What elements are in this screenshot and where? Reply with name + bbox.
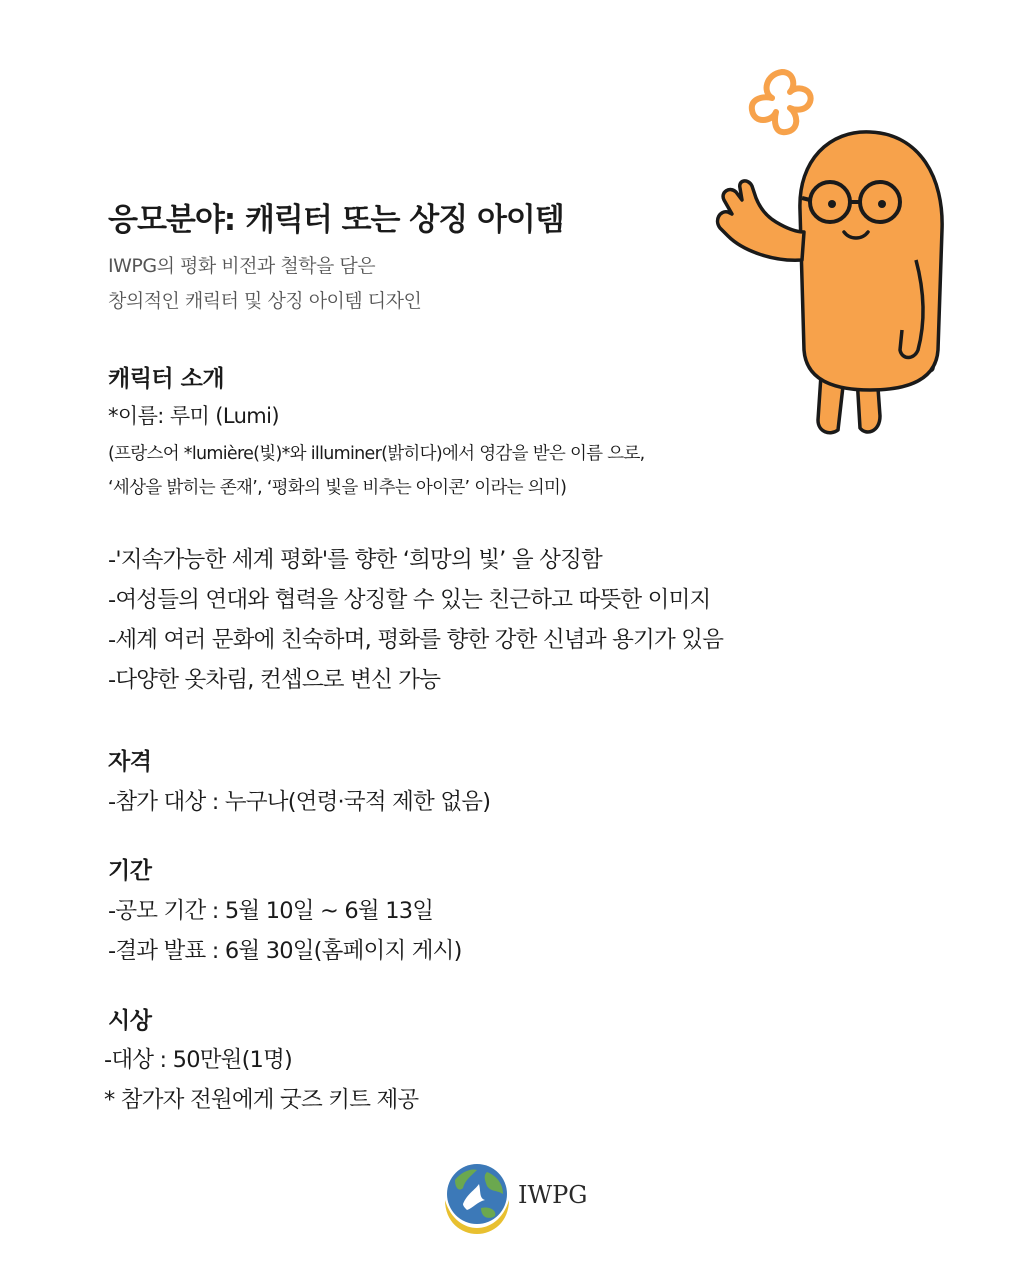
period-heading: 기간 — [108, 858, 152, 884]
character-point: -여성들의 연대와 협력을 상징할 수 있는 친근하고 따뜻한 이미지 — [108, 587, 711, 613]
flower-sparkle-icon — [752, 72, 811, 132]
eligibility-heading: 자격 — [108, 749, 152, 775]
character-point: -다양한 옷차림, 컨셉으로 변신 가능 — [108, 667, 441, 693]
eligibility-line: -참가 대상 : 누구나(연령·국적 제한 없음) — [108, 789, 491, 815]
name-origin-line-1: (프랑스어 *lumière(빛)*와 illuminer(밝히다)에서 영감을 받은 이름 으로, — [108, 444, 645, 464]
character-intro-heading: 캐릭터 소개 — [108, 366, 225, 392]
awards-line: * 참가자 전원에게 굿즈 키트 제공 — [104, 1087, 419, 1113]
page-title: 응모분야: 캐릭터 또는 상징 아이템 — [108, 202, 564, 238]
period-line: -결과 발표 : 6월 30일(홈페이지 게시) — [108, 938, 462, 964]
logo-text: IWPG — [518, 1181, 588, 1209]
lumi-character-illustration — [680, 60, 980, 450]
name-origin-line-2: ‘세상을 밝히는 존재’, ‘평화의 빛을 비추는 아이콘’ 이라는 의미) — [108, 478, 567, 498]
subtitle-line-1: IWPG의 평화 비전과 철학을 담은 — [108, 255, 376, 277]
character-name: *이름: 루미 (Lumi) — [108, 404, 279, 428]
subtitle-line-2: 창의적인 캐릭터 및 상징 아이템 디자인 — [108, 290, 422, 312]
character-point: -'지속가능한 세계 평화'를 향한 ‘희망의 빛’ 을 상징함 — [108, 547, 602, 573]
iwpg-globe-dove-logo — [441, 1158, 513, 1236]
character-point: -세계 여러 문화에 친숙하며, 평화를 향한 강한 신념과 용기가 있음 — [108, 627, 724, 653]
awards-heading: 시상 — [108, 1008, 152, 1034]
awards-line: -대상 : 50만원(1명) — [104, 1047, 292, 1073]
period-line: -공모 기간 : 5월 10일 ~ 6월 13일 — [108, 898, 434, 924]
